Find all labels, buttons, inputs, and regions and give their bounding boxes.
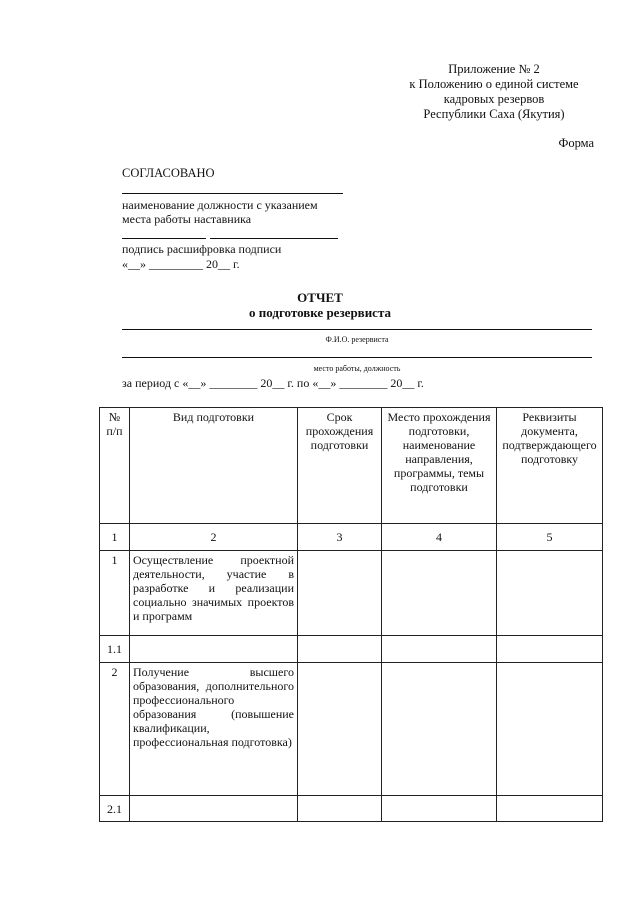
row-training-type: Получение высшего образования, дополнительного профессионального образования (повышение квалификации, профессиональная подготовка) [130,663,298,796]
col-number-3: 3 [298,524,382,551]
row-place-cell [382,551,497,636]
row-duration-cell [298,663,382,796]
col-number-4: 4 [382,524,497,551]
work-line [122,357,592,358]
form-label: Форма [558,136,594,150]
row-duration-cell [298,551,382,636]
header-place: Место прохождения подготовки, наименование направления, программы, темы подготовки [382,408,497,524]
row-duration-cell [298,796,382,822]
table-column-numbers-row [100,524,603,551]
appendix-line-4: Республики Саха (Якутия) [423,107,565,121]
header-duration: Срок прохождения подготовки [298,408,382,524]
header-document: Реквизиты документа, подтверждающего подготовку [497,408,603,524]
row-document-cell [497,636,603,663]
col-number-1: 1 [100,524,130,551]
fio-line [122,329,592,330]
row-number: 1 [100,551,130,636]
row-training-type [130,636,298,663]
table-row [100,663,603,796]
appendix-line-1: Приложение № 2 [448,62,540,76]
report-subtitle: о подготовке резервиста [249,305,391,320]
agreed-signature-line [122,238,206,239]
col-number-2: 2 [130,524,298,551]
row-number: 1.1 [100,636,130,663]
agreed-position-caption-1: наименование должности с указанием [122,198,318,212]
report-period: за период с «__» ________ 20__ г. по «__» ________ 20__ г. [122,376,424,390]
row-place-cell [382,636,497,663]
appendix-line-3: кадровых резервов [443,92,545,106]
table-row [100,636,603,663]
row-document-cell [497,551,603,636]
report-title: ОТЧЕТ [297,290,343,305]
header-number: № п/п [100,408,130,524]
row-training-type: Осуществление проектной деятельности, участие в разработке и реализации социально значимых проектов и программ [130,551,298,636]
agreed-position-caption-2: места работы наставника [122,212,252,226]
table-row [100,551,603,636]
agreed-position-line [122,193,343,194]
table-header-row [100,408,603,524]
appendix-line-2: к Положению о единой системе [409,77,579,91]
agreed-signature-decode-line [210,238,338,239]
fio-caption: Ф.И.О. резервиста [325,335,389,344]
row-number: 2.1 [100,796,130,822]
row-number: 2 [100,663,130,796]
agreed-signature-caption: подпись расшифровка подписи [122,242,282,256]
row-place-cell [382,663,497,796]
row-duration-cell [298,636,382,663]
col-number-5: 5 [497,524,603,551]
row-document-cell [497,663,603,796]
row-place-cell [382,796,497,822]
agreed-title: СОГЛАСОВАНО [122,166,215,180]
training-table [99,407,603,822]
row-training-type [130,796,298,822]
table-row [100,796,603,822]
row-document-cell [497,796,603,822]
agreed-date: «__» _________ 20__ г. [122,257,240,271]
appendix-block [394,62,594,122]
work-caption: место работы, должность [313,364,401,373]
header-training-type: Вид подготовки [130,408,298,524]
